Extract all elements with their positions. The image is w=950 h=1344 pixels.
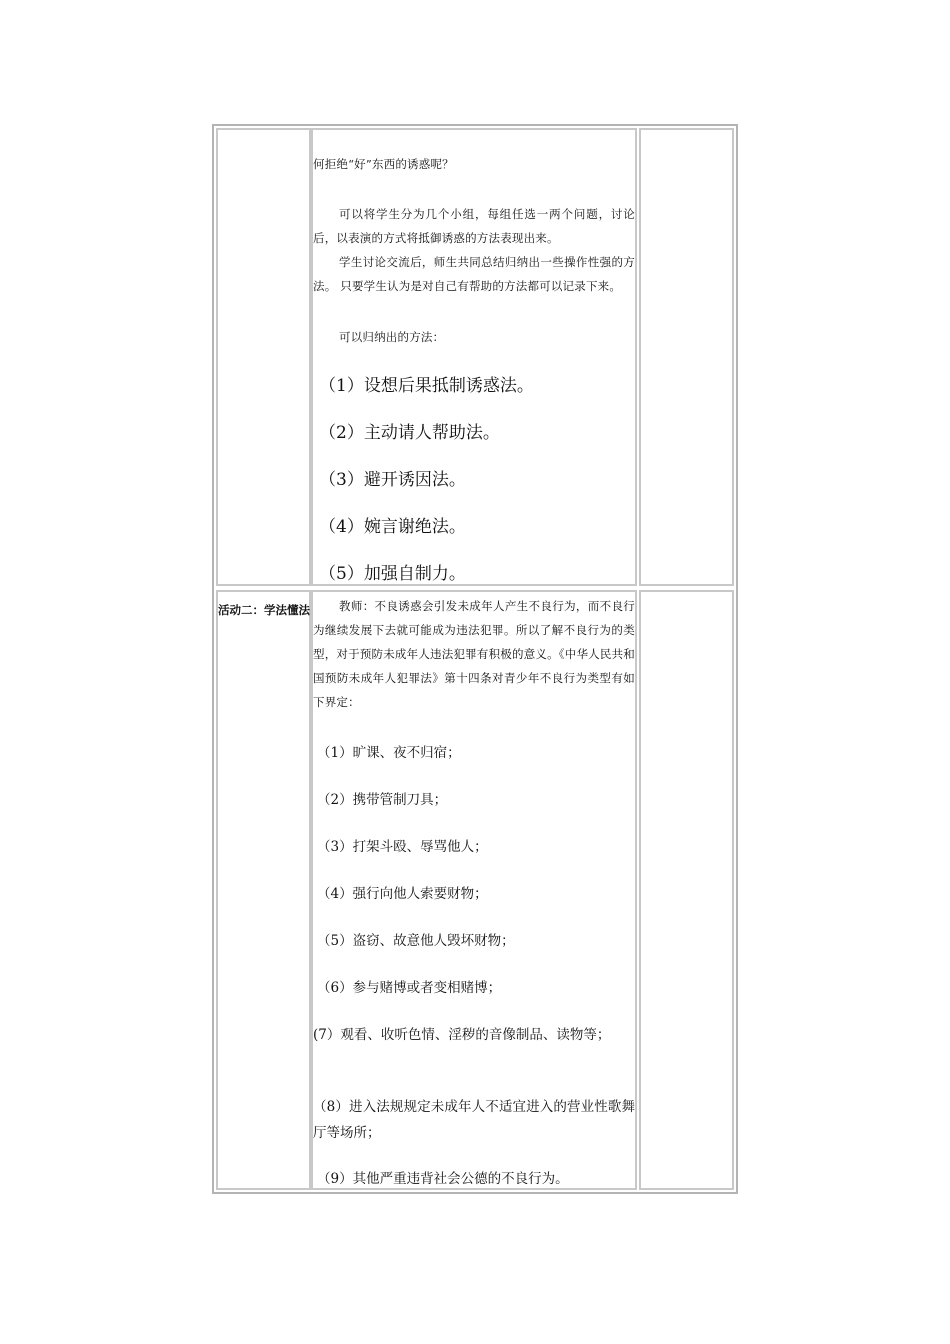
content-cell bbox=[311, 128, 637, 586]
table-row bbox=[214, 588, 736, 1192]
paragraph: 教师：不良诱惑会引发未成年人产生不良行为，而不良行为继续发展下去就可能成为违法犯罪。所以了解不良行为的类型，对于预防未成年人违法犯罪有积极的意义。《中华人民共和国预防未成年人犯罪法》第十四条对青少年不良行为类型有如下界定： bbox=[313, 599, 635, 709]
method-item: （4）婉言谢绝法。 bbox=[319, 517, 466, 537]
method-item: （1）设想后果抵制诱惑法。 bbox=[319, 376, 534, 396]
behavior-item: （4）强行向他人索要财物； bbox=[317, 886, 488, 902]
activity-label-cell bbox=[216, 590, 311, 1190]
behavior-item: （1）旷课、夜不归宿； bbox=[317, 745, 461, 761]
paragraph: 可以将学生分为几个小组，每组任选一两个问题，讨论后，以表演的方式将抵御诱惑的方法表现出来。 bbox=[313, 207, 635, 245]
activity-label-cell bbox=[216, 128, 311, 586]
behavior-item: （6）参与赌博或者变相赌博； bbox=[317, 980, 502, 996]
method-item: （2）主动请人帮助法。 bbox=[319, 423, 500, 443]
paragraph: 何拒绝“好”东西的诱惑呢？ bbox=[313, 157, 454, 171]
activity-label: 活动二：学法懂法 bbox=[218, 603, 310, 617]
table-row bbox=[214, 126, 736, 588]
method-item: （3）避开诱因法。 bbox=[319, 470, 466, 490]
paragraph: 学生讨论交流后，师生共同总结归纳出一些操作性强的方法。 只要学生认为是对自己有帮助的方法都可以记录下来。 bbox=[313, 255, 635, 293]
method-item: （5）加强自制力。 bbox=[319, 564, 466, 584]
behavior-item: (7）观看、收听色情、淫秽的音像制品、读物等； bbox=[313, 1027, 611, 1043]
paragraph: 可以归纳出的方法： bbox=[339, 330, 445, 344]
notes-cell bbox=[639, 590, 734, 1190]
behavior-item: （2）携带管制刀具； bbox=[317, 792, 448, 808]
behavior-item: （8）进入法规规定未成年人不适宜进入的营业性歌舞厅等场所； bbox=[313, 1099, 635, 1141]
content-cell bbox=[311, 590, 637, 1190]
behavior-item: （5）盗窃、故意他人毁坏财物； bbox=[317, 933, 515, 949]
notes-cell bbox=[639, 128, 734, 586]
lesson-table bbox=[212, 124, 738, 1194]
behavior-item: （9）其他严重违背社会公德的不良行为。 bbox=[317, 1171, 569, 1187]
behavior-item: （3）打架斗殴、辱骂他人； bbox=[317, 839, 488, 855]
